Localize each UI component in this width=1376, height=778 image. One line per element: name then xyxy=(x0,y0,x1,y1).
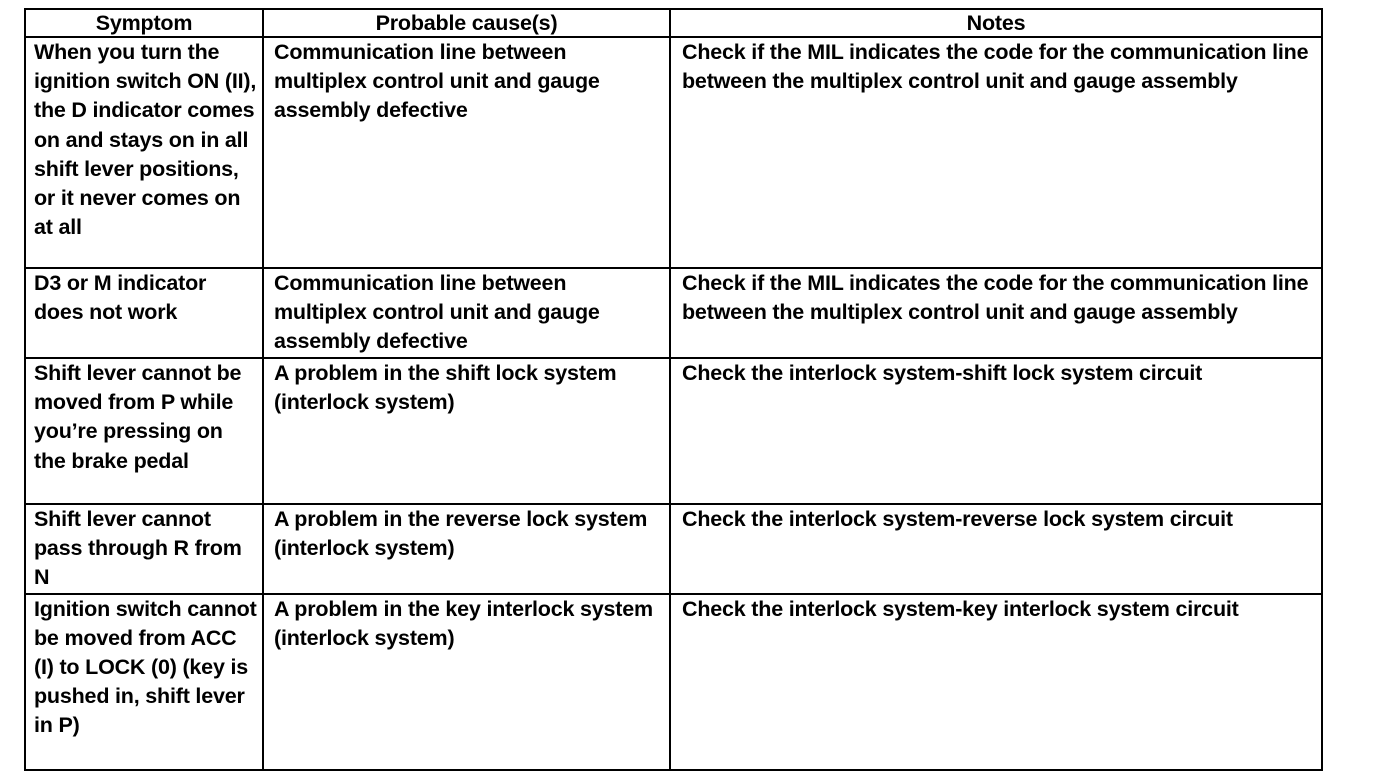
notes-cell: Check the interlock system-shift lock system circuit xyxy=(670,358,1322,504)
header-row xyxy=(25,9,1322,37)
table-row xyxy=(25,37,1322,268)
symptom-cell: When you turn the ignition switch ON (II), the D indicator comes on and stays on in all shift lever positions, or it never comes on at all xyxy=(25,37,263,268)
cause-cell: Communication line between multiplex control unit and gauge assembly defective xyxy=(263,37,670,268)
table-row xyxy=(25,268,1322,358)
table-header xyxy=(25,9,1322,37)
notes-cell: Check the interlock system-reverse lock system circuit xyxy=(670,504,1322,594)
symptom-cell: Shift lever cannot pass through R from N xyxy=(25,504,263,594)
notes-cell: Check if the MIL indicates the code for the communication line between the multiplex control unit and gauge assembly xyxy=(670,268,1322,358)
symptom-cell: D3 or M indicator does not work xyxy=(25,268,263,358)
cause-cell: A problem in the reverse lock system (interlock system) xyxy=(263,504,670,594)
header-symptom: Symptom xyxy=(25,9,263,37)
table-row xyxy=(25,594,1322,770)
notes-cell: Check if the MIL indicates the code for the communication line between the multiplex control unit and gauge assembly xyxy=(670,37,1322,268)
notes-cell: Check the interlock system-key interlock system circuit xyxy=(670,594,1322,770)
header-probable-cause: Probable cause(s) xyxy=(263,9,670,37)
table-body xyxy=(25,37,1322,770)
cause-cell: A problem in the key interlock system (interlock system) xyxy=(263,594,670,770)
cause-cell: A problem in the shift lock system (interlock system) xyxy=(263,358,670,504)
symptom-cell: Ignition switch cannot be moved from ACC (I) to LOCK (0) (key is pushed in, shift lever in P) xyxy=(25,594,263,770)
cause-cell: Communication line between multiplex control unit and gauge assembly defective xyxy=(263,268,670,358)
troubleshooting-table xyxy=(24,8,1323,771)
table-row xyxy=(25,504,1322,594)
symptom-cell: Shift lever cannot be moved from P while you’re pressing on the brake pedal xyxy=(25,358,263,504)
header-notes: Notes xyxy=(670,9,1322,37)
table-row xyxy=(25,358,1322,504)
